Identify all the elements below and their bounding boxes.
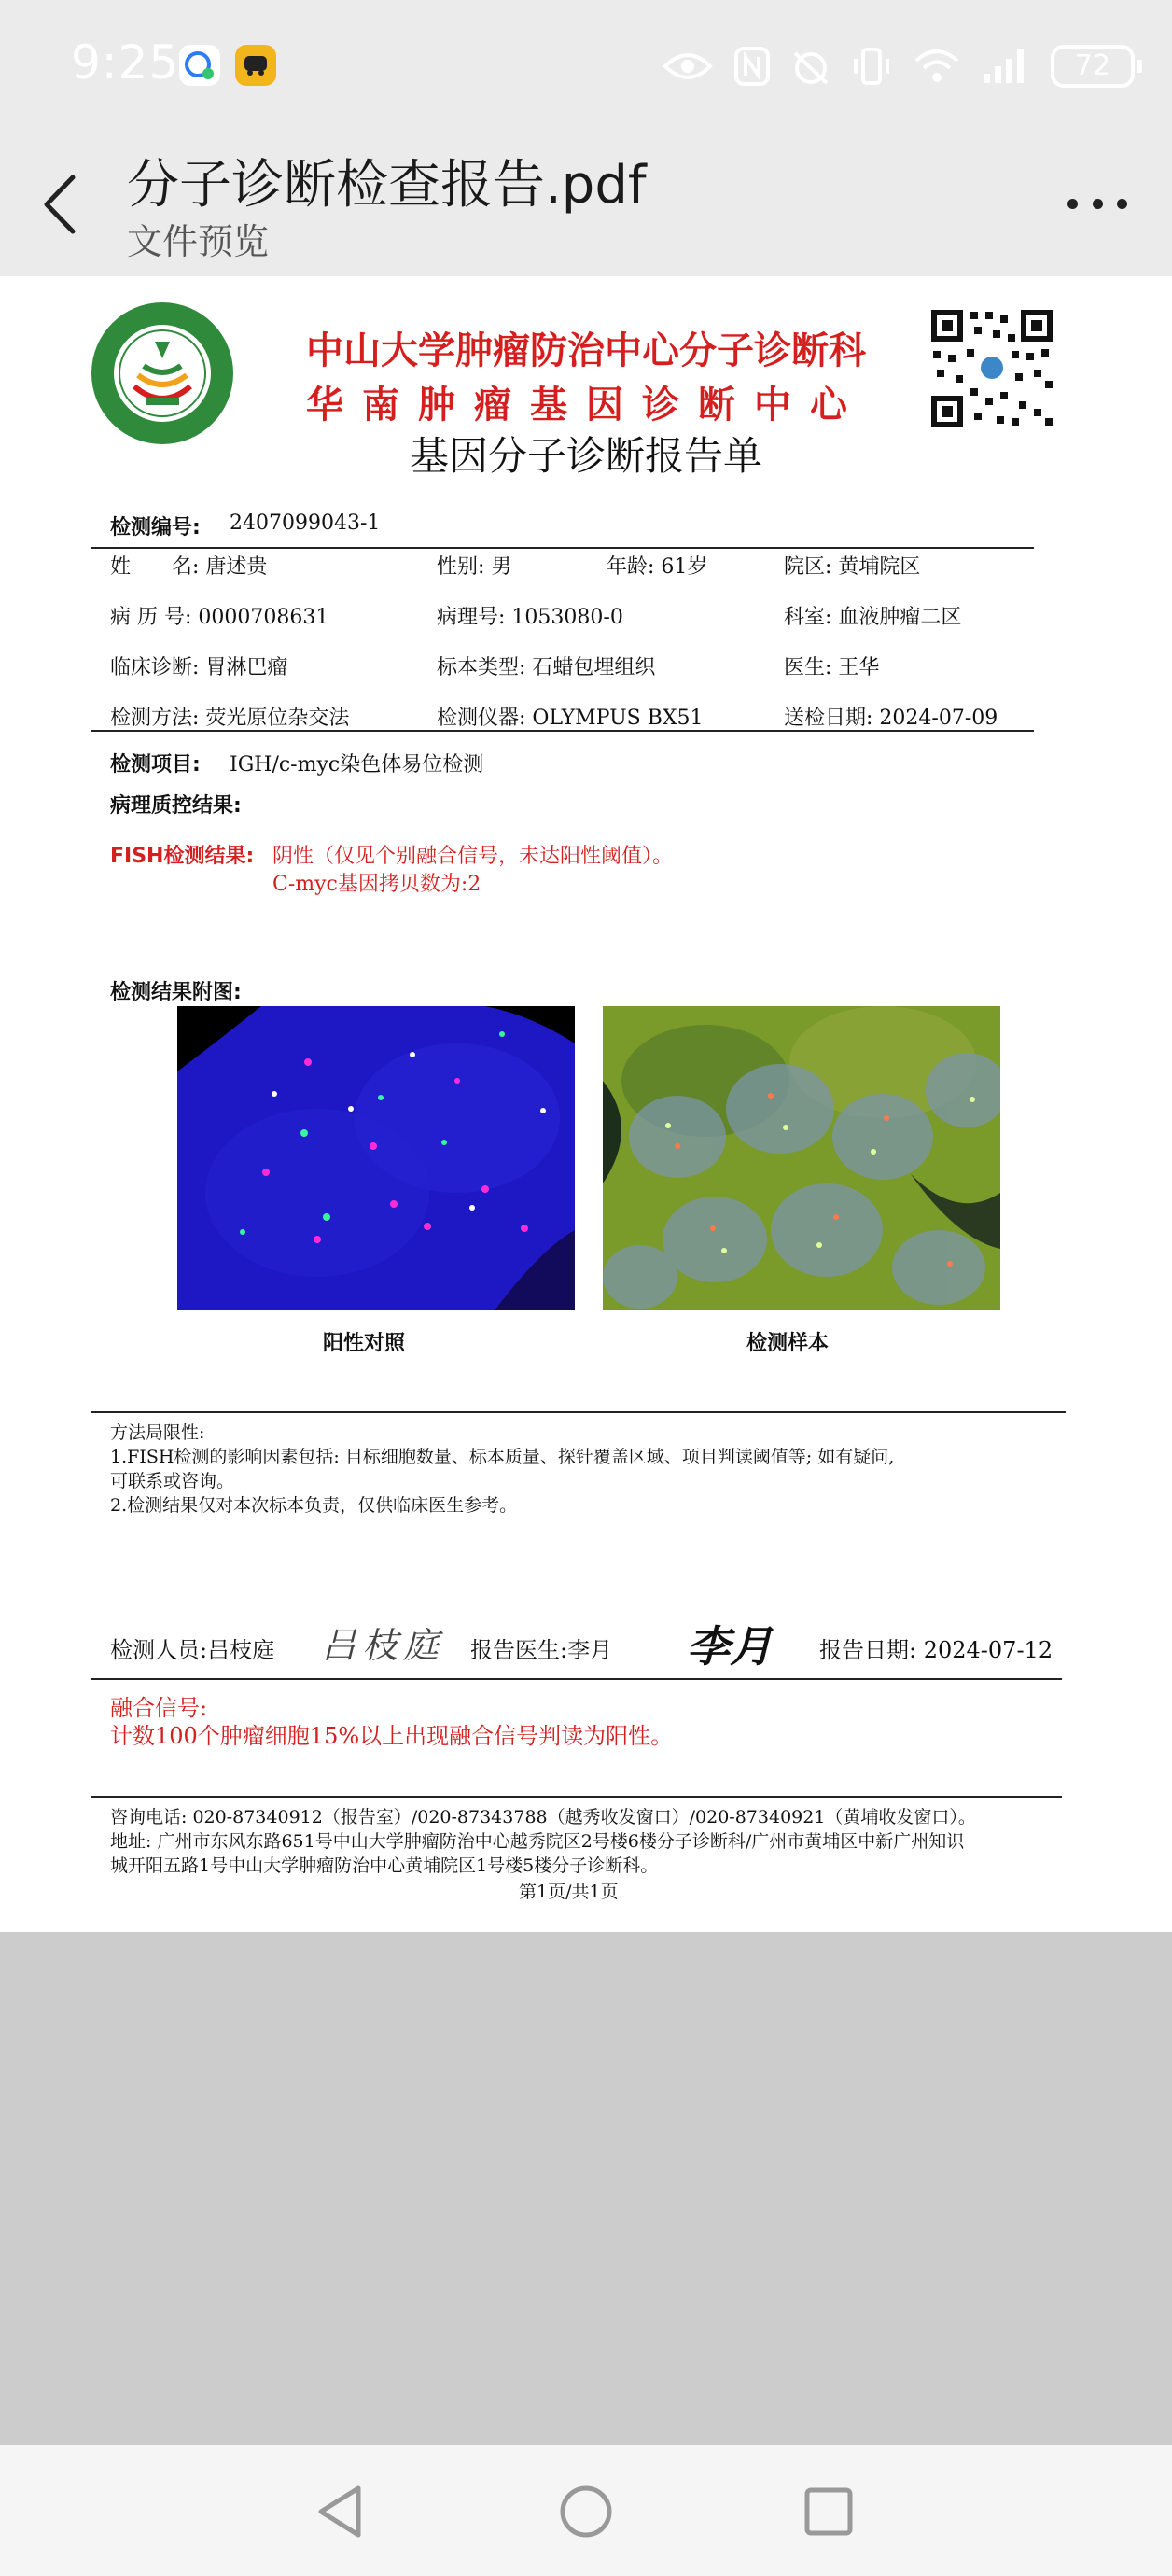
tester-signature: 吕枝庭 <box>321 1625 445 1666</box>
qc-result-label: 病理质控结果: <box>110 794 242 818</box>
report-date: 报告日期: 2024-07-12 <box>819 1637 1053 1663</box>
tester-label: 检测人员:吕枝庭 <box>110 1637 275 1663</box>
limitations-line2: 可联系或咨询。 <box>110 1471 235 1491</box>
divider-footer <box>91 1796 1062 1798</box>
navigation-bar <box>0 2445 1172 2576</box>
battery-icon: 72 <box>1051 45 1135 88</box>
doctor-name: 医生: 王华 <box>784 656 880 679</box>
test-number-label: 检测编号: <box>110 516 201 539</box>
report-title: 基因分子诊断报告单 <box>409 433 762 479</box>
org-name-line1: 中山大学肿瘤防治中心分子诊断科 <box>306 329 866 372</box>
limitations-line3: 2.检测结果仅对本次标本负责，仅供临床医生参考。 <box>110 1495 518 1516</box>
wifi-icon <box>913 48 961 85</box>
report-doctor-label: 报告医生:李月 <box>470 1637 613 1663</box>
doctor-signature: 李月 <box>687 1621 773 1672</box>
nav-home-icon[interactable] <box>553 2479 619 2544</box>
file-title: 分子诊断检查报告.pdf <box>127 155 647 216</box>
status-time: 9:25 <box>71 35 180 90</box>
back-arrow-icon[interactable] <box>37 172 84 237</box>
fish-result: 阴性（仅见个别融合信号，未达阳性阈值）。 <box>272 845 674 868</box>
nav-recent-apps-icon[interactable] <box>796 2479 861 2544</box>
chat-bubble-icon <box>179 45 220 86</box>
test-instrument: 检测仪器: OLYMPUS BX51 <box>437 707 704 730</box>
test-sample-caption: 检测样本 <box>746 1332 830 1355</box>
divider-limitations <box>91 1411 1066 1413</box>
divider-top <box>91 547 1034 549</box>
test-method: 检测方法: 荧光原位杂交法 <box>110 707 350 730</box>
patient-gender: 性别: 男 <box>437 555 512 579</box>
car-app-icon <box>235 45 276 86</box>
pdf-page[interactable] <box>0 276 1172 1932</box>
divider-info-bottom <box>91 730 1034 732</box>
nfc-icon <box>733 46 771 87</box>
limitations-title: 方法局限性: <box>110 1422 205 1443</box>
cmyc-copy-number: C-myc基因拷贝数为:2 <box>272 873 481 896</box>
clinical-diagnosis: 临床诊断: 胃淋巴瘤 <box>110 656 288 679</box>
fusion-signal-title: 融合信号: <box>110 1695 208 1721</box>
vibrate-icon <box>851 46 892 87</box>
specimen-type: 标本类型: 石蜡包埋组织 <box>437 656 656 679</box>
alarm-off-icon <box>791 46 830 87</box>
test-item: IGH/c-myc染色体易位检测 <box>230 753 484 777</box>
address-line2: 城开阳五路1号中山大学肿瘤防治中心黄埔院区1号楼5楼分子诊断科。 <box>110 1855 659 1876</box>
positive-control-caption: 阳性对照 <box>323 1332 406 1355</box>
fish-result-label: FISH检测结果: <box>110 845 255 868</box>
page-number: 第1页/共1页 <box>519 1882 619 1902</box>
system-icons <box>663 41 1135 91</box>
submission-date: 送检日期: 2024-07-09 <box>784 707 998 730</box>
signal-icon <box>982 48 1030 85</box>
test-sample-image <box>603 1006 1000 1310</box>
hospital-campus: 院区: 黄埔院区 <box>784 555 921 579</box>
status-bar <box>0 0 1172 131</box>
medical-record-no: 病 历 号: 0000708631 <box>110 606 329 629</box>
title-bar <box>0 131 1172 276</box>
qr-code <box>929 308 1054 429</box>
nav-back-icon[interactable] <box>308 2479 373 2544</box>
pathology-no: 病理号: 1053080-0 <box>437 606 623 629</box>
test-number: 2407099043-1 <box>230 511 381 535</box>
more-options-icon[interactable] <box>1067 192 1127 215</box>
limitations-line1: 1.FISH检测的影响因素包括: 目标细胞数量、标本质量、探针覆盖区域、项目判读阈值等; 如有疑问, <box>110 1447 895 1467</box>
figures-label: 检测结果附图: <box>110 981 242 1004</box>
file-subtitle: 文件预览 <box>127 221 270 262</box>
divider-signatures <box>91 1678 1062 1680</box>
address-line1: 地址: 广州市东风东路651号中山大学肿瘤防治中心越秀院区2号楼6楼分子诊断科/广州市黄埔区中新广州知识 <box>110 1831 965 1852</box>
contact-phone: 咨询电话: 020-87340912（报告室）/020-87343788（越秀收发窗口）/020-87340921（黄埔收发窗口）。 <box>110 1807 976 1827</box>
fusion-signal-text: 计数100个肿瘤细胞15%以上出现融合信号判读为阳性。 <box>110 1723 674 1749</box>
cancer-center-logo <box>90 301 235 446</box>
department: 科室: 血液肿瘤二区 <box>784 606 962 629</box>
patient-age: 年龄: 61岁 <box>607 555 708 579</box>
positive-control-image <box>177 1006 575 1310</box>
org-name-line2: 华南肿瘤基因诊断中心 <box>306 384 866 427</box>
test-item-label: 检测项目: <box>110 753 201 777</box>
eye-icon <box>663 48 713 85</box>
patient-name: 姓 名: 唐述贵 <box>110 555 268 579</box>
